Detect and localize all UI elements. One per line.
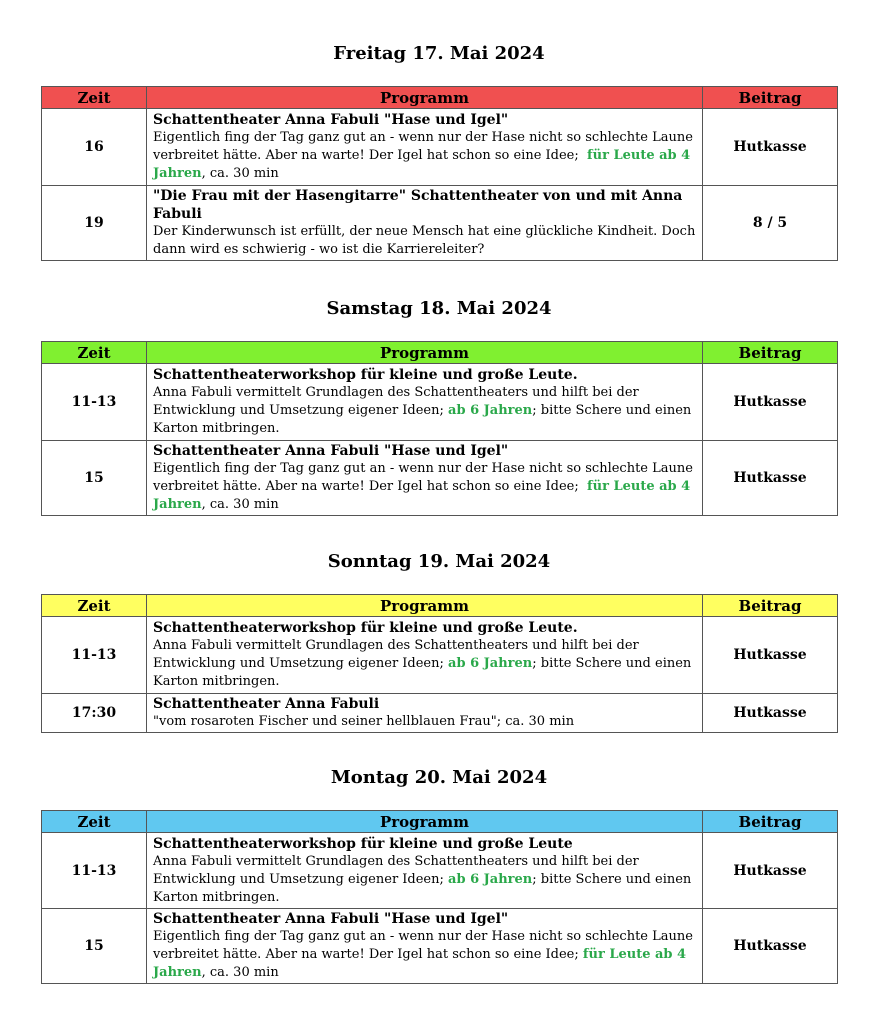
fee-cell: Hutkasse bbox=[703, 441, 838, 516]
program-cell bbox=[147, 694, 703, 733]
table-row bbox=[42, 441, 838, 516]
schedule-table bbox=[41, 594, 838, 733]
program-title: Schattentheaterworkshop für kleine und große Leute bbox=[153, 835, 573, 852]
program-cell bbox=[147, 364, 703, 441]
table-row bbox=[42, 186, 838, 261]
time-cell: 15 bbox=[42, 909, 147, 984]
fee-cell: 8 / 5 bbox=[703, 186, 838, 261]
program-description: Eigentlich fing der Tag ganz gut an - wenn nur der Hase nicht so schlechte Laune verbreitet hätte. Aber na warte! Der Igel hat schon so eine Idee; bbox=[153, 929, 693, 962]
time-cell: 11-13 bbox=[42, 364, 147, 441]
day-title: Montag 20. Mai 2024 bbox=[330, 767, 548, 788]
program-title: "Die Frau mit der Hasengitarre" Schattentheater von und mit Anna Fabuli bbox=[153, 188, 683, 222]
program-description: Anna Fabuli vermittelt Grundlagen des Schattentheaters und hilft bei der Entwicklung und Umsetzung eigener Ideen; bbox=[153, 638, 639, 671]
day-title: Sonntag 19. Mai 2024 bbox=[327, 551, 551, 572]
program-cell bbox=[147, 833, 703, 909]
header-fee: Beitrag bbox=[703, 811, 838, 833]
header-program: Programm bbox=[147, 87, 703, 109]
table-row bbox=[42, 364, 838, 441]
table-row bbox=[42, 694, 838, 733]
fee-cell: Hutkasse bbox=[703, 617, 838, 694]
header-fee: Beitrag bbox=[703, 595, 838, 617]
table-row bbox=[42, 109, 838, 186]
day-section-monday bbox=[41, 767, 837, 984]
header-program: Programm bbox=[147, 342, 703, 364]
fee-cell: Hutkasse bbox=[703, 364, 838, 441]
program-description: Eigentlich fing der Tag ganz gut an - wenn nur der Hase nicht so schlechte Laune verbreitet hätte. Aber na warte! Der Igel hat schon so eine Idee; bbox=[153, 130, 693, 163]
schedule-table bbox=[41, 810, 838, 984]
day-section-sunday bbox=[41, 551, 837, 733]
program-duration: , ca. 30 min bbox=[201, 965, 279, 980]
table-row bbox=[42, 833, 838, 909]
header-fee: Beitrag bbox=[703, 342, 838, 364]
program-title: Schattentheater Anna Fabuli "Hase und Igel" bbox=[153, 911, 509, 927]
schedule-table bbox=[41, 86, 838, 261]
fee-cell: Hutkasse bbox=[703, 694, 838, 733]
program-description: Eigentlich fing der Tag ganz gut an - wenn nur der Hase nicht so schlechte Laune verbreitet hätte. Aber na warte! Der Igel hat schon so eine Idee; bbox=[153, 461, 693, 494]
program-title: Schattentheaterworkshop für kleine und große Leute. bbox=[153, 620, 578, 636]
program-description: Anna Fabuli vermittelt Grundlagen des Schattentheaters und hilft bei der Entwicklung und Umsetzung eigener Ideen; bbox=[153, 853, 639, 887]
program-title: Schattentheater Anna Fabuli bbox=[153, 696, 380, 712]
schedule-table bbox=[41, 341, 838, 516]
day-section-saturday bbox=[41, 298, 837, 516]
program-cell bbox=[147, 909, 703, 984]
time-cell: 15 bbox=[42, 441, 147, 516]
day-title: Freitag 17. Mai 2024 bbox=[333, 43, 545, 64]
time-cell: 16 bbox=[42, 109, 147, 186]
header-fee: Beitrag bbox=[703, 87, 838, 109]
program-description: "vom rosaroten Fischer und seiner hellblauen Frau"; ca. 30 min bbox=[153, 714, 575, 729]
time-cell: 11-13 bbox=[42, 833, 147, 909]
program-title: Schattentheater Anna Fabuli "Hase und Igel" bbox=[153, 112, 509, 128]
header-time: Zeit bbox=[42, 342, 147, 364]
program-cell bbox=[147, 617, 703, 694]
age-note: für Leute ab 4 Jahren bbox=[153, 148, 691, 181]
time-cell: 11-13 bbox=[42, 617, 147, 694]
header-time: Zeit bbox=[42, 811, 147, 833]
header-program: Programm bbox=[147, 595, 703, 617]
program-duration: , ca. 30 min bbox=[201, 497, 279, 512]
program-duration: ; bitte Schere und einen Karton mitbringen. bbox=[153, 871, 692, 905]
age-note: ab 6 Jahren bbox=[448, 871, 533, 887]
fee-cell: Hutkasse bbox=[703, 109, 838, 186]
program-cell bbox=[147, 109, 703, 186]
time-cell: 17:30 bbox=[42, 694, 147, 733]
age-note: für Leute ab 4 Jahren bbox=[153, 479, 691, 512]
program-cell bbox=[147, 441, 703, 516]
program-title: Schattentheater Anna Fabuli "Hase und Igel" bbox=[153, 443, 509, 459]
header-program: Programm bbox=[147, 811, 703, 833]
age-note: für Leute ab 4 Jahren bbox=[153, 947, 687, 980]
fee-cell: Hutkasse bbox=[703, 909, 838, 984]
table-row bbox=[42, 617, 838, 694]
program-duration: ; bitte Schere und einen Karton mitbringen. bbox=[153, 656, 692, 689]
fee-cell: Hutkasse bbox=[703, 833, 838, 909]
table-header-row bbox=[42, 87, 838, 109]
table-header-row bbox=[42, 811, 838, 833]
header-time: Zeit bbox=[42, 595, 147, 617]
day-section-friday bbox=[41, 43, 837, 261]
header-time: Zeit bbox=[42, 87, 147, 109]
program-duration: , ca. 30 min bbox=[201, 166, 279, 181]
age-note: ab 6 Jahren bbox=[448, 656, 533, 671]
program-description: Der Kinderwunsch ist erfüllt, der neue Mensch hat eine glückliche Kindheit. Doch dann wird es schwierig - wo ist die Karriereleiter? bbox=[153, 224, 696, 257]
table-header-row bbox=[42, 595, 838, 617]
day-title: Samstag 18. Mai 2024 bbox=[326, 298, 552, 319]
time-cell: 19 bbox=[42, 186, 147, 261]
table-row bbox=[42, 909, 838, 984]
program-cell bbox=[147, 186, 703, 261]
age-note: ab 6 Jahren bbox=[448, 403, 533, 418]
table-header-row bbox=[42, 342, 838, 364]
program-title: Schattentheaterworkshop für kleine und große Leute. bbox=[153, 367, 578, 383]
program-description: Anna Fabuli vermittelt Grundlagen des Schattentheaters und hilft bei der Entwicklung und Umsetzung eigener Ideen; bbox=[153, 385, 639, 418]
program-duration: ; bitte Schere und einen Karton mitbringen. bbox=[153, 403, 692, 436]
